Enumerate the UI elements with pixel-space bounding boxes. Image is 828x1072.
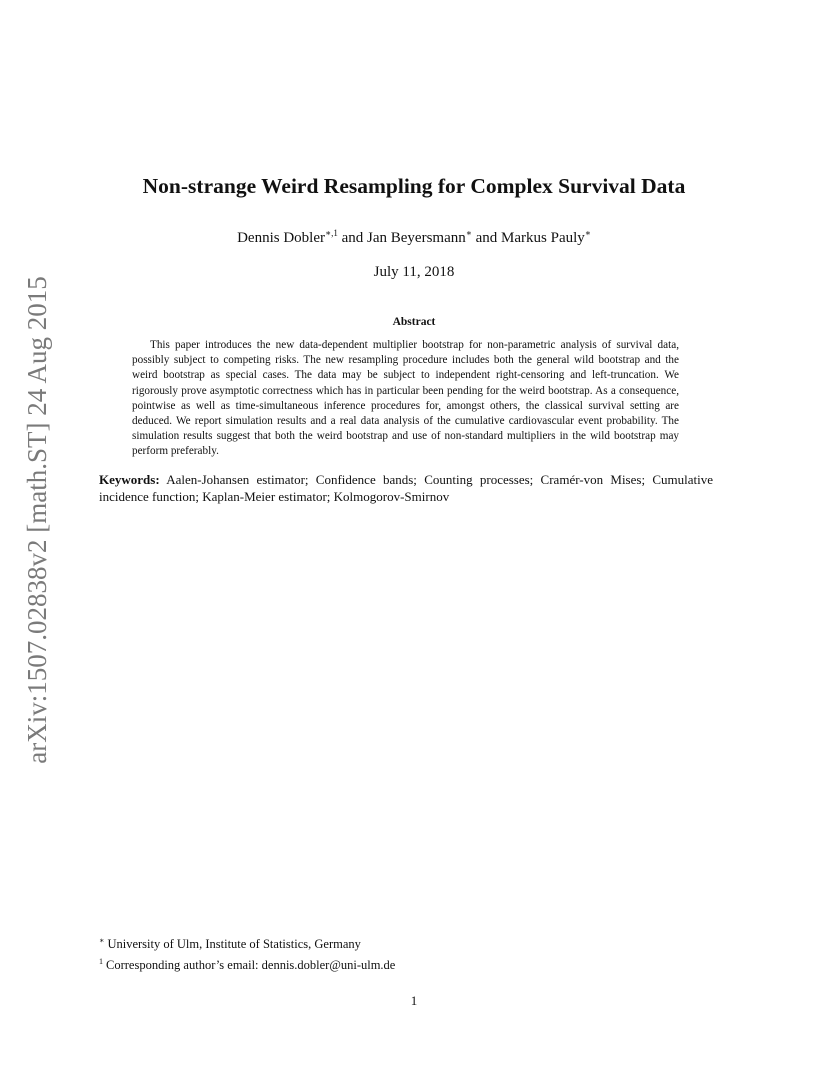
footnote-text: University of Ulm, Institute of Statistics, Germany [107, 937, 361, 951]
author-name: and Jan Beyersmann [337, 230, 466, 246]
footnote [99, 953, 395, 974]
page-number: 1 [410, 993, 418, 1008]
footnote [99, 932, 395, 953]
footnote-mark: ∗ [99, 936, 105, 945]
author-list [0, 228, 828, 247]
paper-title: Non-strange Weird Resampling for Complex Survival Data [142, 174, 686, 198]
arxiv-sidebar-stamp: arXiv:1507.02838v2 [math.ST] 24 Aug 2015 [22, 276, 52, 764]
footnote-mark: 1 [99, 957, 103, 966]
keywords-text: Aalen-Johansen estimator; Confidence bands; Counting processes; Cramér-von Mises; Cumulative incidence function; Kaplan-Meier estimator; Kolmogorov-Smirnov [99, 472, 713, 504]
abstract-body: This paper introduces the new data-dependent multiplier bootstrap for non-parametric analysis of survival data, possibly subject to competing risks. The new resampling procedure includes both the general wild bootstrap and the weird bootstrap as special cases. The data may be subject to independent right-censoring and left-truncation. We rigorously prove asymptotic correctness which has in particular been pending for the weird bootstrap. As a consequence, pointwise as well as time-simultaneous inference procedures for, amongst others, the classical survival setting are deduced. We report simulation results and a real data analysis of the cumulative cardiovascular event probability. The simulation results suggest that both the weird bootstrap and use of non-standard multipliers in the wild bootstrap may perform preferably. [132, 339, 679, 458]
footnote-text: Corresponding author’s email: dennis.dobler@uni-ulm.de [106, 958, 396, 972]
affiliation-mark: ∗,1 [324, 228, 338, 238]
abstract-heading: Abstract [392, 316, 436, 328]
author-name: Dennis Dobler [237, 230, 325, 246]
keywords [99, 471, 713, 505]
author-name: and Markus Pauly [471, 230, 585, 246]
keywords-label: Keywords: [99, 472, 160, 487]
affiliation-mark: ∗ [584, 228, 591, 238]
paper-date: July 11, 2018 [373, 264, 455, 280]
footnotes [99, 932, 395, 974]
affiliation-mark: ∗ [465, 228, 472, 238]
